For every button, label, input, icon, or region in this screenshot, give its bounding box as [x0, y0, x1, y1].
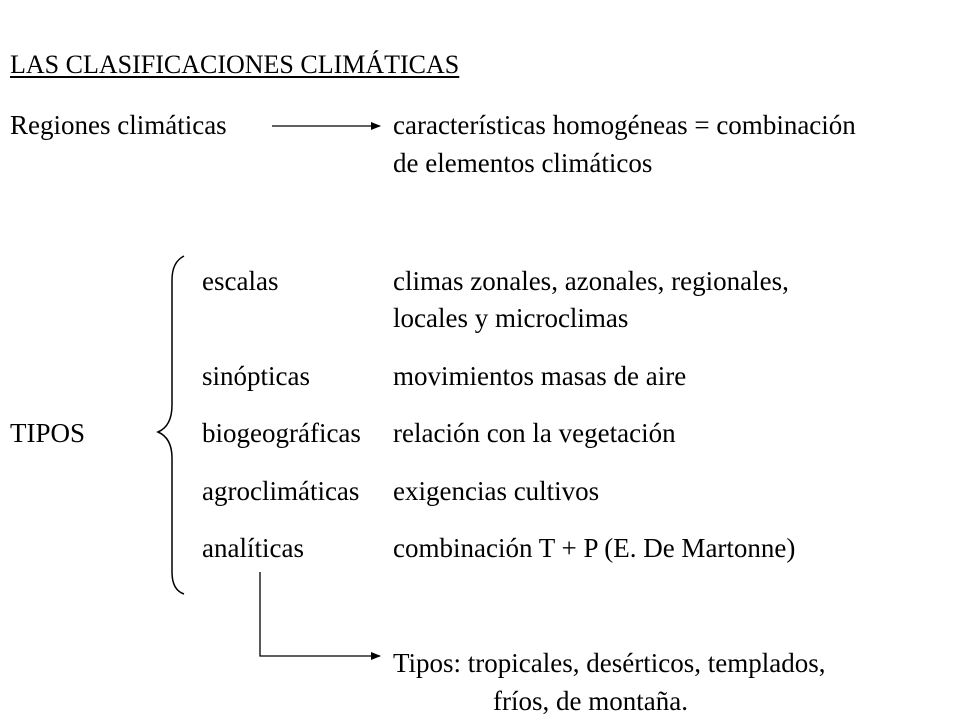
regiones-label: Regiones climáticas — [10, 110, 227, 140]
tipo-desc-escalas-line-2: locales y microclimas — [393, 303, 629, 333]
tipo-name-escalas: escalas — [202, 266, 279, 296]
regiones-description-line-1: características homogéneas = combinación — [393, 110, 856, 140]
tipos-label: TIPOS — [10, 418, 86, 448]
tipo-desc-biogeograficas: relación con la vegetación — [393, 418, 676, 448]
tipos-brace — [158, 256, 184, 594]
regiones-description-line-2: de elementos climáticos — [393, 148, 653, 178]
tipo-name-biogeograficas: biogeográficas — [202, 418, 361, 448]
page-title: LAS CLASIFICACIONES CLIMÁTICAS — [10, 50, 460, 79]
analiticas-arrow — [260, 572, 380, 656]
tipo-desc-analiticas: combinación T + P (E. De Martonne) — [393, 533, 796, 563]
tipo-desc-agroclimaticas: exigencias cultivos — [393, 476, 600, 506]
tipo-name-agroclimaticas: agroclimáticas — [202, 476, 360, 506]
result-types-line-2: fríos, de montaña. — [493, 686, 688, 716]
tipo-name-analiticas: analíticas — [202, 533, 304, 563]
tipo-name-sinopticas: sinópticas — [202, 361, 310, 391]
tipo-desc-escalas-line-1: climas zonales, azonales, regionales, — [393, 266, 789, 296]
result-types-line-1: Tipos: tropicales, desérticos, templados, — [393, 648, 826, 678]
tipo-desc-sinopticas: movimientos masas de aire — [393, 361, 687, 391]
